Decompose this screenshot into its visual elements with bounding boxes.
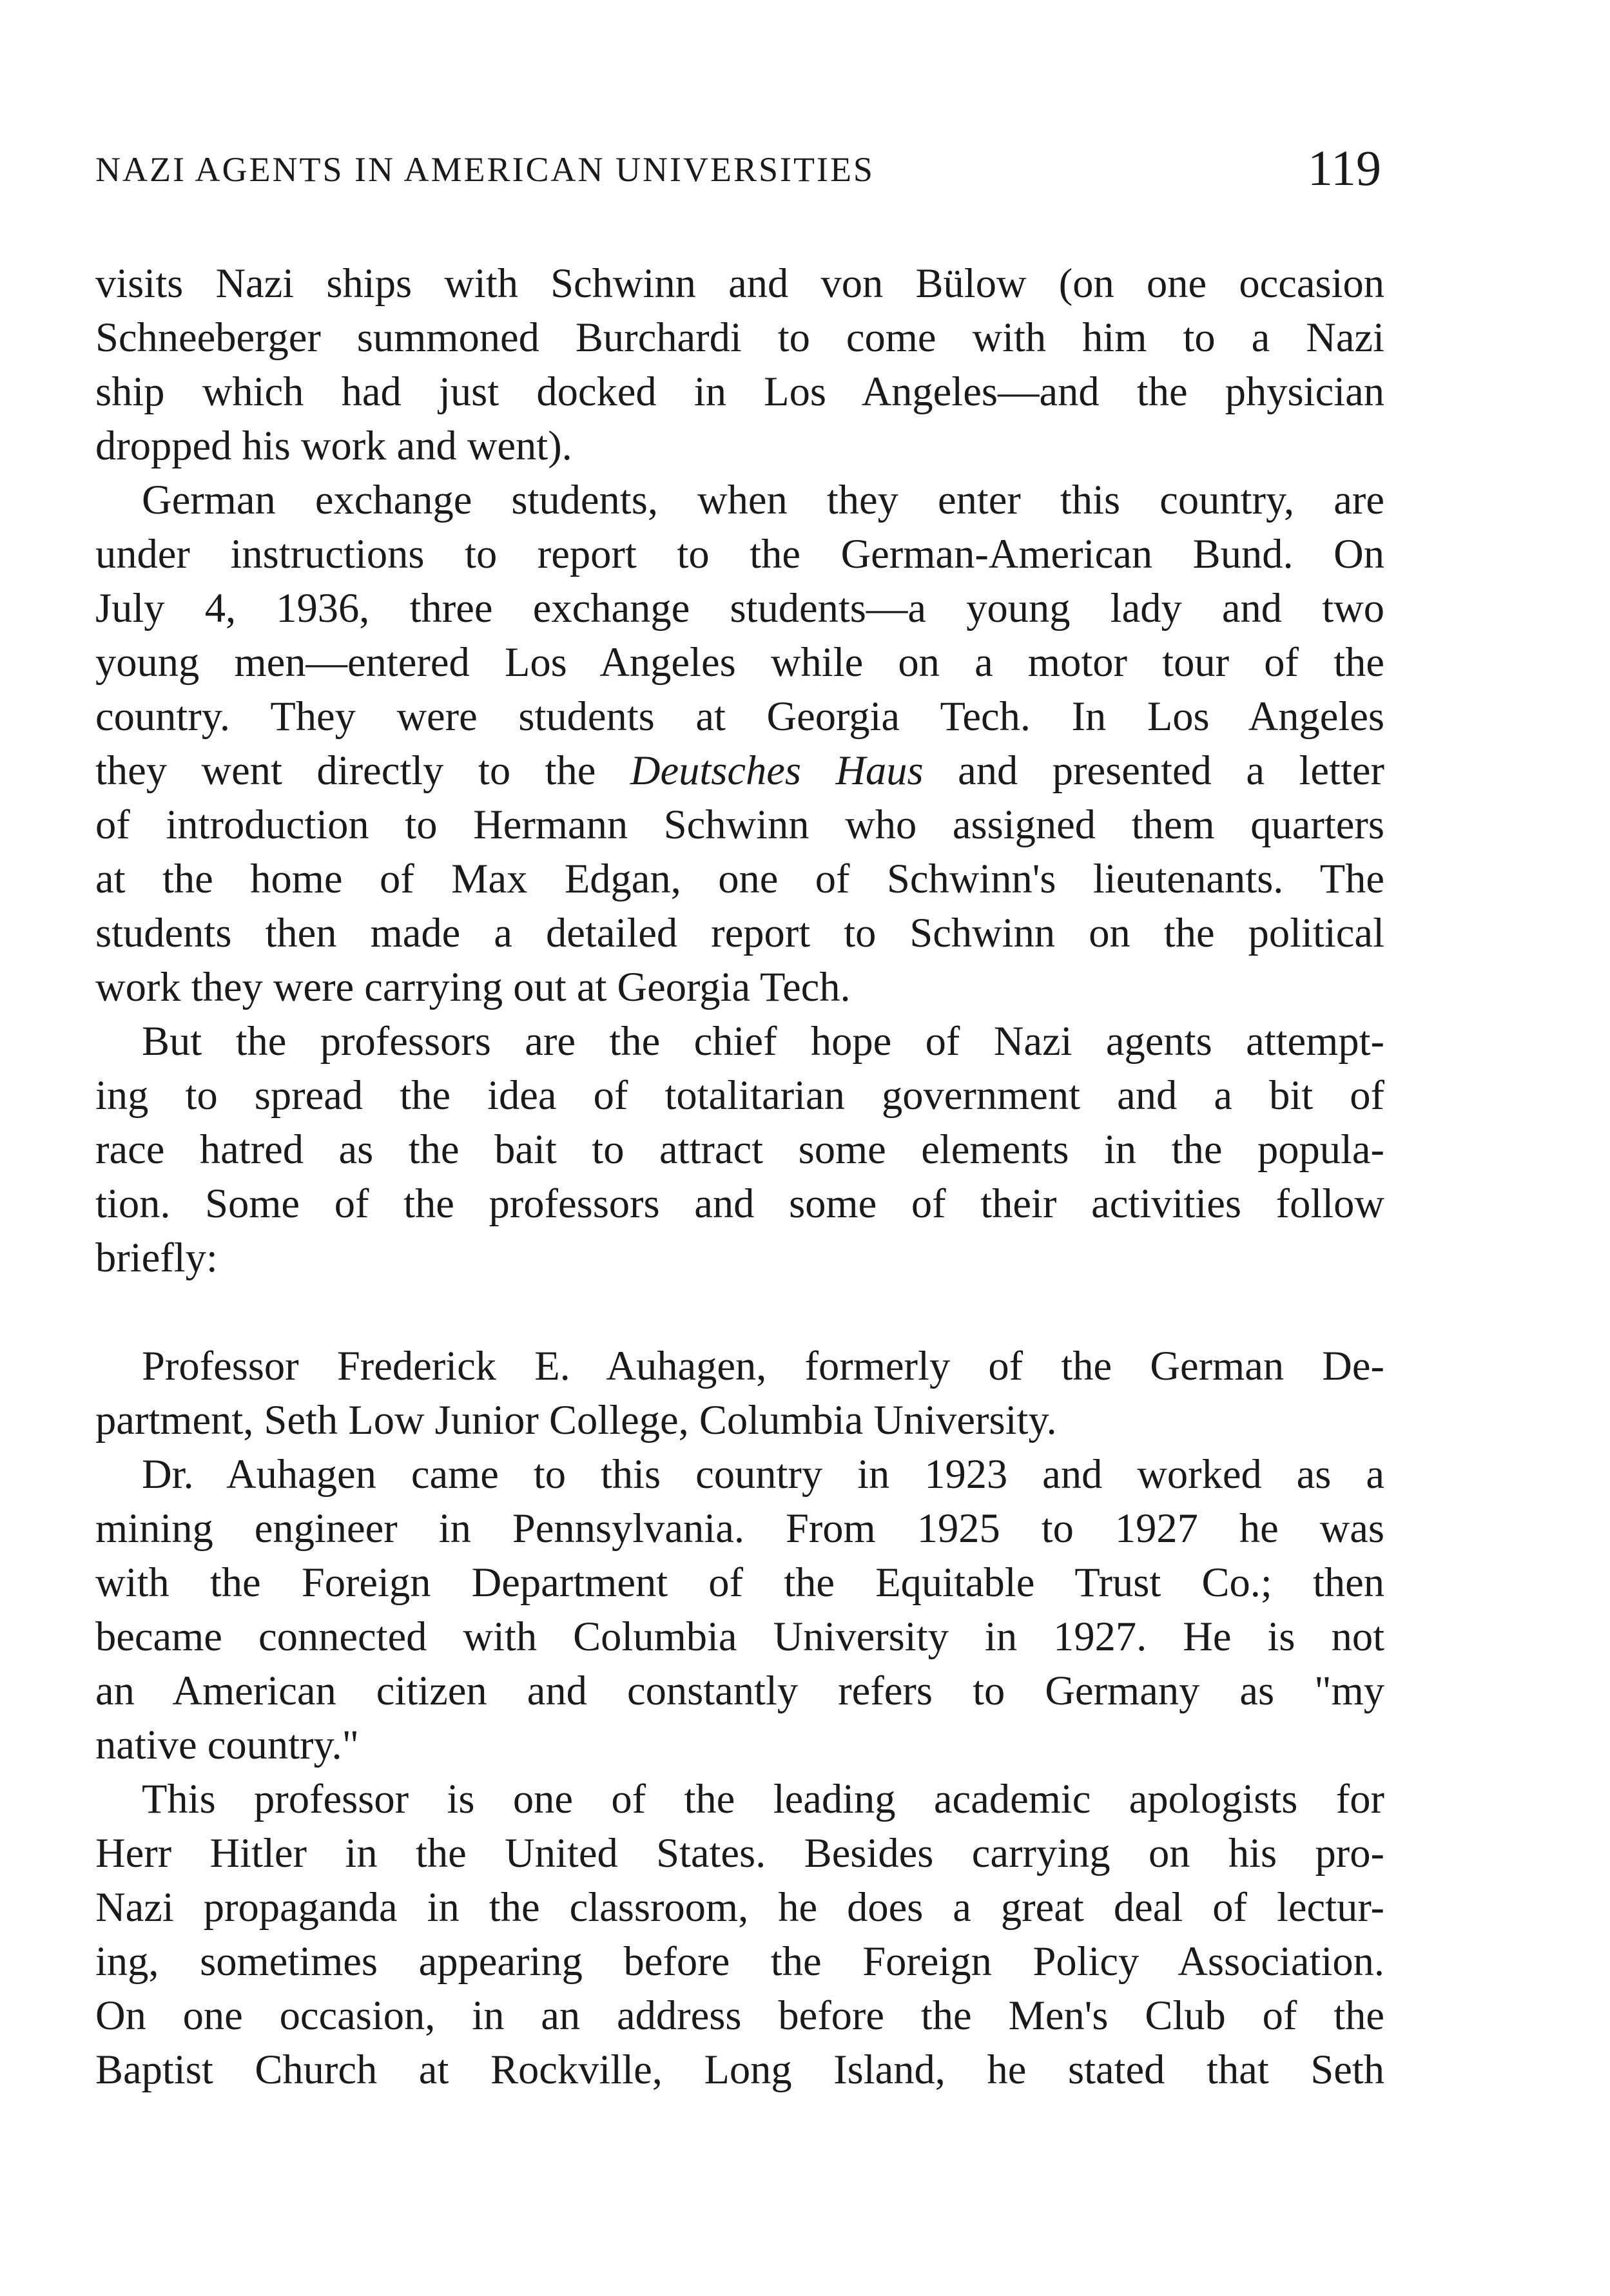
paragraph [95, 1447, 1384, 1772]
text-line: at the home of Max Edgan, one of Schwinn's lieutenants. The [95, 856, 1384, 902]
text-line: country. They were students at Georgia Tech. In Los Angeles [95, 693, 1384, 739]
italic-text: Deutsches Haus [630, 748, 924, 793]
text-line: with the Foreign Department of the Equitable Trust Co.; then [95, 1559, 1384, 1605]
paragraph [95, 1014, 1384, 1285]
text-line: Schneeberger summoned Burchardi to come with him to a Nazi [95, 314, 1384, 360]
text-line: On one occasion, in an address before the Men's Club of the [95, 1992, 1384, 2038]
text-line: Professor Frederick E. Auhagen, formerly of the German De- [142, 1343, 1384, 1389]
text-line: Baptist Church at Rockville, Long Island, he stated that Seth [95, 2047, 1384, 2092]
text-line: of introduction to Hermann Schwinn who assigned them quarters [95, 802, 1384, 847]
text-line: Nazi propaganda in the classroom, he does a great deal of lectur- [95, 1884, 1384, 1930]
text-line: German exchange students, when they enter this country, are [142, 477, 1384, 523]
body-text [95, 256, 1384, 2097]
paragraph-gap [95, 1285, 1384, 1339]
text-line: students then made a detailed report to Schwinn on the political [95, 910, 1384, 956]
text-line: Dr. Auhagen came to this country in 1923 and worked as a [142, 1451, 1384, 1497]
text-line: ship which had just docked in Los Angeles—and the physician [95, 369, 1384, 414]
text-line: native country." [95, 1722, 360, 1768]
text-line: visits Nazi ships with Schwinn and von Bülow (on one occasion [95, 260, 1384, 306]
text-line: partment, Seth Low Junior College, Columbia University. [95, 1397, 1057, 1443]
text-line: But the professors are the chief hope of Nazi agents attempt- [142, 1018, 1384, 1064]
text-line: young men—entered Los Angeles while on a motor tour of the [95, 639, 1384, 685]
text-line: tion. Some of the professors and some of their activities follow [95, 1181, 1384, 1226]
text-line: briefly: [95, 1235, 218, 1280]
paragraph [95, 256, 1384, 473]
paragraph [95, 1772, 1384, 2097]
text-line: Herr Hitler in the United States. Besides carrying on his pro- [95, 1830, 1384, 1876]
text-line: July 4, 1936, three exchange students—a young lady and two [95, 585, 1384, 631]
text-line: dropped his work and went). [95, 423, 572, 468]
text-line: an American citizen and constantly refers to Germany as "my [95, 1668, 1384, 1713]
paragraph [95, 473, 1384, 1014]
text-line: ing, sometimes appearing before the Foreign Policy Association. [95, 1938, 1384, 1984]
text-line: mining engineer in Pennsylvania. From 1925 to 1927 he was [95, 1505, 1384, 1551]
paragraph [95, 1339, 1384, 1447]
text-line: ing to spread the idea of totalitarian government and a bit of [95, 1072, 1384, 1118]
text-line: work they were carrying out at Georgia Tech. [95, 964, 851, 1010]
page-number: 119 [1307, 140, 1381, 196]
text-line: race hatred as the bait to attract some elements in the popula- [95, 1126, 1384, 1172]
text-line: under instructions to report to the German-American Bund. On [95, 531, 1384, 577]
text-line: became connected with Columbia University in 1927. He is not [95, 1614, 1384, 1659]
running-head: NAZI AGENTS IN AMERICAN UNIVERSITIES [95, 150, 875, 189]
text-line: This professor is one of the leading academic apologists for [142, 1776, 1384, 1822]
text-line: they went directly to the Deutsches Haus and presented a letter [95, 748, 1384, 793]
